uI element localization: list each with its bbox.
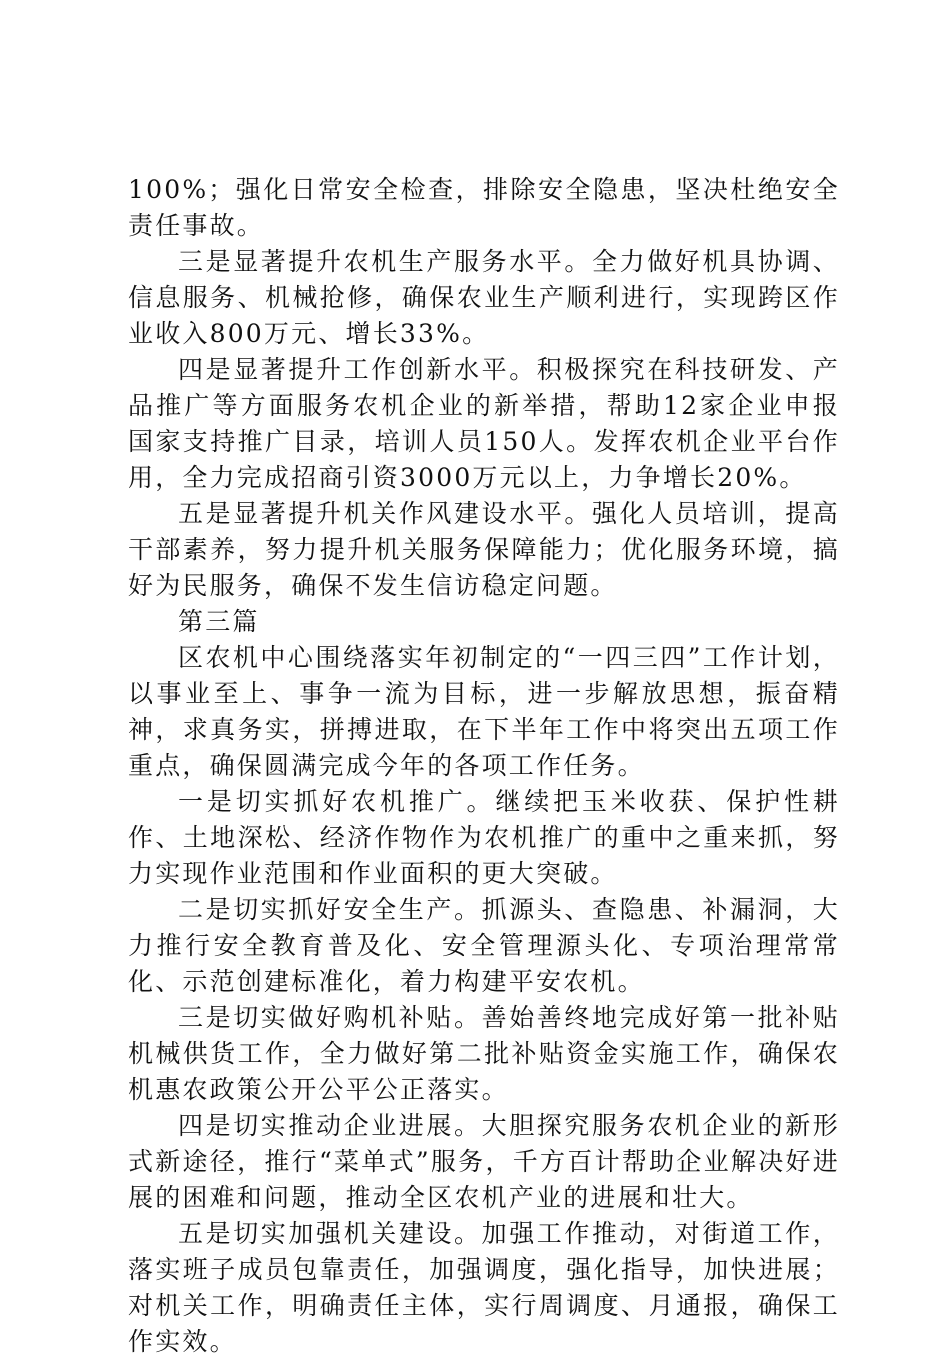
section-point-three: 三是切实做好购机补贴。善始善终地完成好第一批补贴机械供货工作，全力做好第二批补贴资金实施工作，确保农机惠农政策公开公平公正落实。 bbox=[128, 1003, 840, 1104]
section-point-one: 一是切实抓好农机推广。继续把玉米收获、保护性耕作、土地深松、经济作物作为农机推广的重中之重来抓，努力实现作业范围和作业面积的更大突破。 bbox=[128, 787, 840, 888]
section-point-four: 四是切实推动企业进展。大胆探究服务农机企业的新形式新途径，推行“菜单式”服务，千方百计帮助企业解决好进展的困难和问题，推动全区农机产业的进展和壮大。 bbox=[128, 1111, 840, 1212]
paragraph-point-four: 四是显著提升工作创新水平。积极探究在科技研发、产品推广等方面服务农机企业的新举措，帮助12家企业申报国家支持推广目录，培训人员150人。发挥农机企业平台作用，全力完成招商引资3000万元以上，力争增长20%。 bbox=[128, 355, 840, 492]
paragraph-point-three: 三是显著提升农机生产服务水平。全力做好机具协调、信息服务、机械抢修，确保农业生产顺利进行，实现跨区作业收入800万元、增长33%。 bbox=[128, 247, 840, 348]
document-page bbox=[128, 172, 840, 1360]
section-heading: 第三篇 bbox=[178, 607, 260, 636]
section-intro-paragraph: 区农机中心围绕落实年初制定的“一四三四”工作计划，以事业至上、事争一流为目标，进一步解放思想，振奋精神，求真务实，拼搏进取，在下半年工作中将突出五项工作重点，确保圆满完成今年的各项工作任务。 bbox=[128, 643, 840, 780]
section-point-five: 五是切实加强机关建设。加强工作推动，对街道工作，落实班子成员包靠责任，加强调度，强化指导，加快进展；对机关工作，明确责任主体，实行周调度、月通报，确保工作实效。 bbox=[128, 1219, 840, 1356]
section-point-two: 二是切实抓好安全生产。抓源头、查隐患、补漏洞，大力推行安全教育普及化、安全管理源头化、专项治理常常化、示范创建标准化，着力构建平安农机。 bbox=[128, 895, 840, 996]
paragraph-point-five: 五是显著提升机关作风建设水平。强化人员培训，提高干部素养，努力提升机关服务保障能力；优化服务环境，搞好为民服务，确保不发生信访稳定问题。 bbox=[128, 499, 840, 600]
paragraph-continued: 100%；强化日常安全检查，排除安全隐患，坚决杜绝安全责任事故。 bbox=[128, 175, 840, 240]
